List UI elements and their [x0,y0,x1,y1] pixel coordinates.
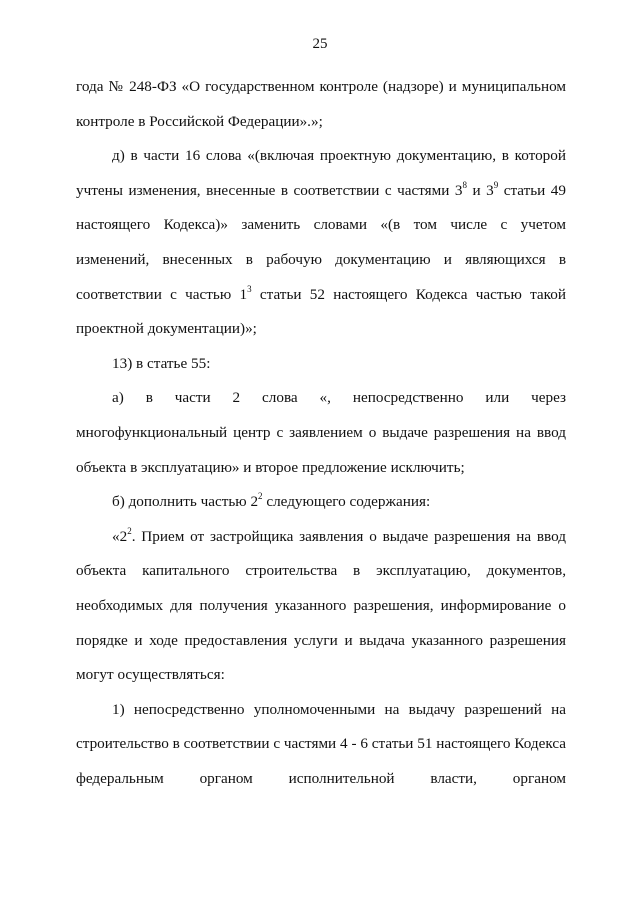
paragraph-1: года № 248-ФЗ «О государственном контроле (надзоре) и муниципальном контроле в Российской Федерации».»; [76,78,566,130]
paragraph-7: 1) непосредственно уполномоченными на выдачу разрешений на строительство в соответствии с частями 4 - 6 статьи 51 настоящего Кодекса федеральным органом исполнительной власти, органом [76,700,566,787]
document-body [76,70,566,796]
paragraph-2-text-a: д) в части 16 слова «(включая проектную документацию, в которой учтены изменения, внесенные в соответствии с частями 3 [76,147,566,199]
superscript-9: 9 [493,179,499,190]
paragraph-5-text-a: б) дополнить частью 2 [112,493,259,511]
paragraph-5 [76,485,566,520]
superscript-2: 2 [258,491,263,502]
paragraph-6-text-b: . Прием от застройщика заявления о выдаче разрешения на ввод объекта капитального строительства в эксплуатацию, документов, необходимых для получения указанного разрешения, информирование о порядке и ходе предоставления услуги и выдача указанного разрешения могут осуществляться: [76,527,566,684]
superscript-3: 3 [247,283,252,294]
paragraph-6 [76,520,566,693]
page-number: 25 [312,36,328,52]
paragraph-5-text-b: следующего содержания: [262,493,431,511]
superscript-2b: 2 [127,525,132,536]
paragraph-6-text-a: «2 [112,527,128,545]
paragraph-3: 13) в статье 55: [112,354,211,372]
paragraph-2-text-b: и 3 [466,181,494,199]
paragraph-2-text-c: статьи 49 настоящего Кодекса)» заменить словами «(в том числе с учетом изменений, внесенных в рабочую документацию и являющихся в соответствии с частью 1 [76,181,566,303]
paragraph-4: а) в части 2 слова «, непосредственно или через многофункциональный центр с заявлением о выдаче разрешения на ввод объекта в эксплуатацию» и второе предложение исключить; [76,389,566,476]
superscript-8: 8 [462,179,467,190]
paragraph-2 [76,139,566,347]
paragraph-2-text-d: статьи 52 настоящего Кодекса частью такой проектной документации)»; [76,285,566,338]
